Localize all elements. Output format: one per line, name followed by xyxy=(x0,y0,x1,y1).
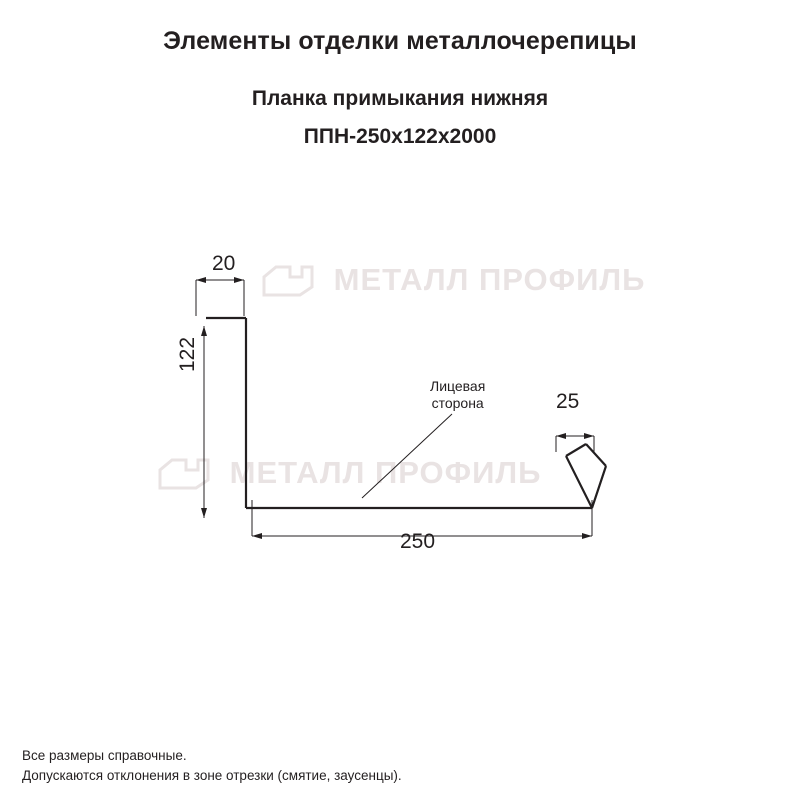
footnote-1: Все размеры справочные. xyxy=(22,748,187,763)
watermark-text-2: МЕТАЛЛ ПРОФИЛЬ xyxy=(229,455,542,490)
dimension-lines xyxy=(196,277,594,539)
profile-outline xyxy=(206,318,606,508)
product-name: Планка примыкания нижняя xyxy=(251,87,549,110)
footnote-2: Допускаются отклонения в зоне отрезки (смятие, заусенцы). xyxy=(22,768,402,783)
footer-notes xyxy=(22,746,402,786)
watermark-text: МЕТАЛЛ ПРОФИЛЬ xyxy=(333,262,646,297)
face-side-annotation xyxy=(430,378,485,412)
face-side-line2: сторона xyxy=(431,395,484,411)
dim-label-250: 250 xyxy=(400,530,436,553)
profile-drawing-svg xyxy=(0,200,800,620)
technical-drawing xyxy=(0,200,800,620)
dim-label-122: 122 xyxy=(176,336,199,372)
title-block xyxy=(0,26,800,150)
product-code: ППН-250х122х2000 xyxy=(303,125,497,148)
dim-label-20: 20 xyxy=(212,252,236,275)
page-title: Элементы отделки металлочерепицы xyxy=(163,27,637,55)
face-side-line1: Лицевая xyxy=(430,378,486,394)
dim-label-25: 25 xyxy=(556,390,580,413)
